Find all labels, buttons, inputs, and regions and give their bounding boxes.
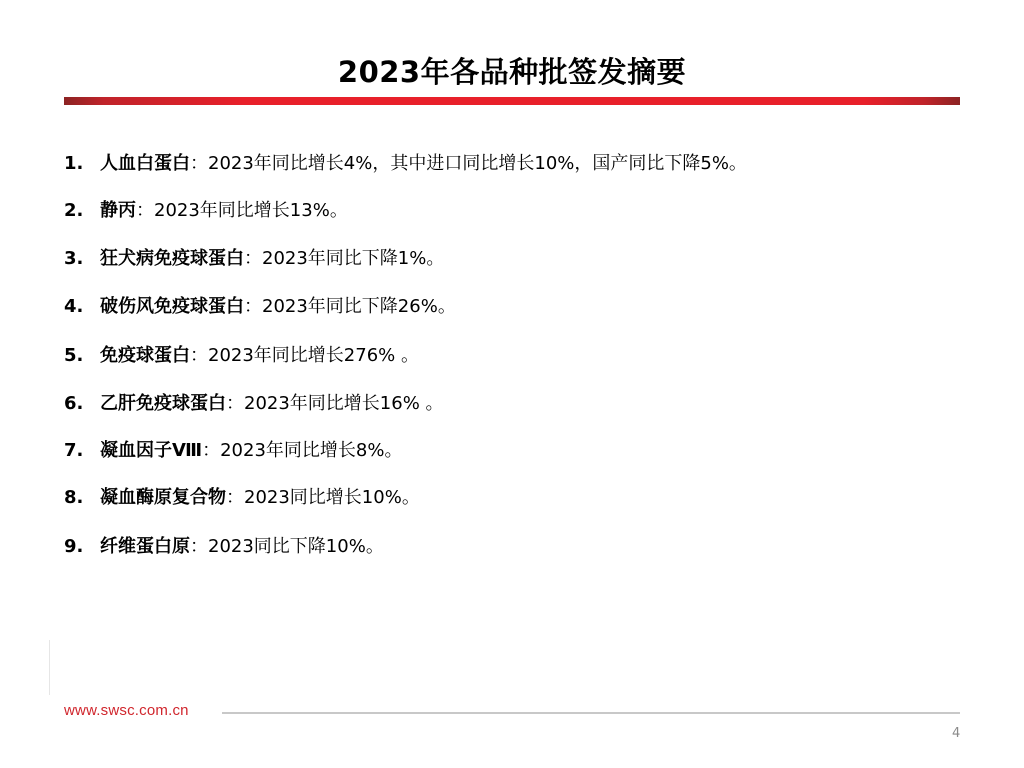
footer-website-link[interactable]: www.swsc.com.cn bbox=[64, 702, 189, 719]
item-product-name: 破伤风免疫球蛋白 bbox=[100, 296, 244, 317]
item-number: 5. bbox=[64, 345, 84, 366]
item-number: 4. bbox=[64, 296, 84, 317]
list-item bbox=[64, 340, 419, 372]
title-divider-bar bbox=[64, 97, 960, 105]
item-separator: ： bbox=[190, 536, 208, 557]
list-item bbox=[64, 291, 456, 323]
item-product-name: 静丙 bbox=[100, 200, 136, 221]
item-number: 2. bbox=[64, 200, 84, 221]
item-separator: ： bbox=[202, 440, 221, 461]
item-product-name: 人血白蛋白 bbox=[100, 153, 190, 174]
item-product-name: 免疫球蛋白 bbox=[100, 345, 190, 366]
item-separator: ： bbox=[190, 345, 208, 366]
item-description: 2023年同比增长276% 。 bbox=[208, 345, 419, 366]
item-separator: ： bbox=[226, 393, 244, 414]
item-separator: ： bbox=[244, 296, 262, 317]
list-item bbox=[64, 195, 348, 227]
item-number: 1. bbox=[64, 153, 84, 174]
item-product-name: 乙肝免疫球蛋白 bbox=[100, 393, 226, 414]
list-item bbox=[64, 435, 402, 467]
list-item bbox=[64, 243, 444, 275]
item-number: 3. bbox=[64, 248, 84, 269]
page-number: 4 bbox=[952, 726, 961, 741]
list-item bbox=[64, 148, 747, 180]
item-separator: ： bbox=[244, 248, 262, 269]
item-number: 6. bbox=[64, 393, 84, 414]
item-product-name: 狂犬病免疫球蛋白 bbox=[100, 248, 244, 269]
item-description: 2023年同比增长8%。 bbox=[220, 440, 403, 461]
item-separator: ： bbox=[190, 153, 208, 174]
item-description: 2023年同比下降26%。 bbox=[262, 296, 456, 317]
item-description: 2023年同比增长13%。 bbox=[154, 200, 348, 221]
list-item bbox=[64, 531, 384, 563]
item-description: 2023年同比增长4%，其中进口同比增长10%，国产同比下降5%。 bbox=[208, 153, 747, 174]
item-product-name: 凝血因子Ⅷ bbox=[100, 440, 203, 461]
page-title: 2023年各品种批签发摘要 bbox=[337, 55, 687, 89]
item-description: 2023年同比下降1%。 bbox=[262, 248, 445, 269]
item-separator: ： bbox=[226, 487, 244, 508]
item-description: 2023同比下降10%。 bbox=[208, 536, 384, 557]
item-separator: ： bbox=[136, 200, 154, 221]
list-item bbox=[64, 388, 444, 420]
item-product-name: 凝血酶原复合物 bbox=[100, 487, 226, 508]
item-description: 2023同比增长10%。 bbox=[244, 487, 420, 508]
left-margin-rule bbox=[49, 640, 50, 695]
item-description: 2023年同比增长16% 。 bbox=[244, 393, 444, 414]
list-item bbox=[64, 482, 420, 514]
footer-divider-line bbox=[222, 712, 960, 714]
item-number: 9. bbox=[64, 536, 84, 557]
item-product-name: 纤维蛋白原 bbox=[100, 536, 190, 557]
item-number: 7. bbox=[64, 440, 84, 461]
item-number: 8. bbox=[64, 487, 84, 508]
